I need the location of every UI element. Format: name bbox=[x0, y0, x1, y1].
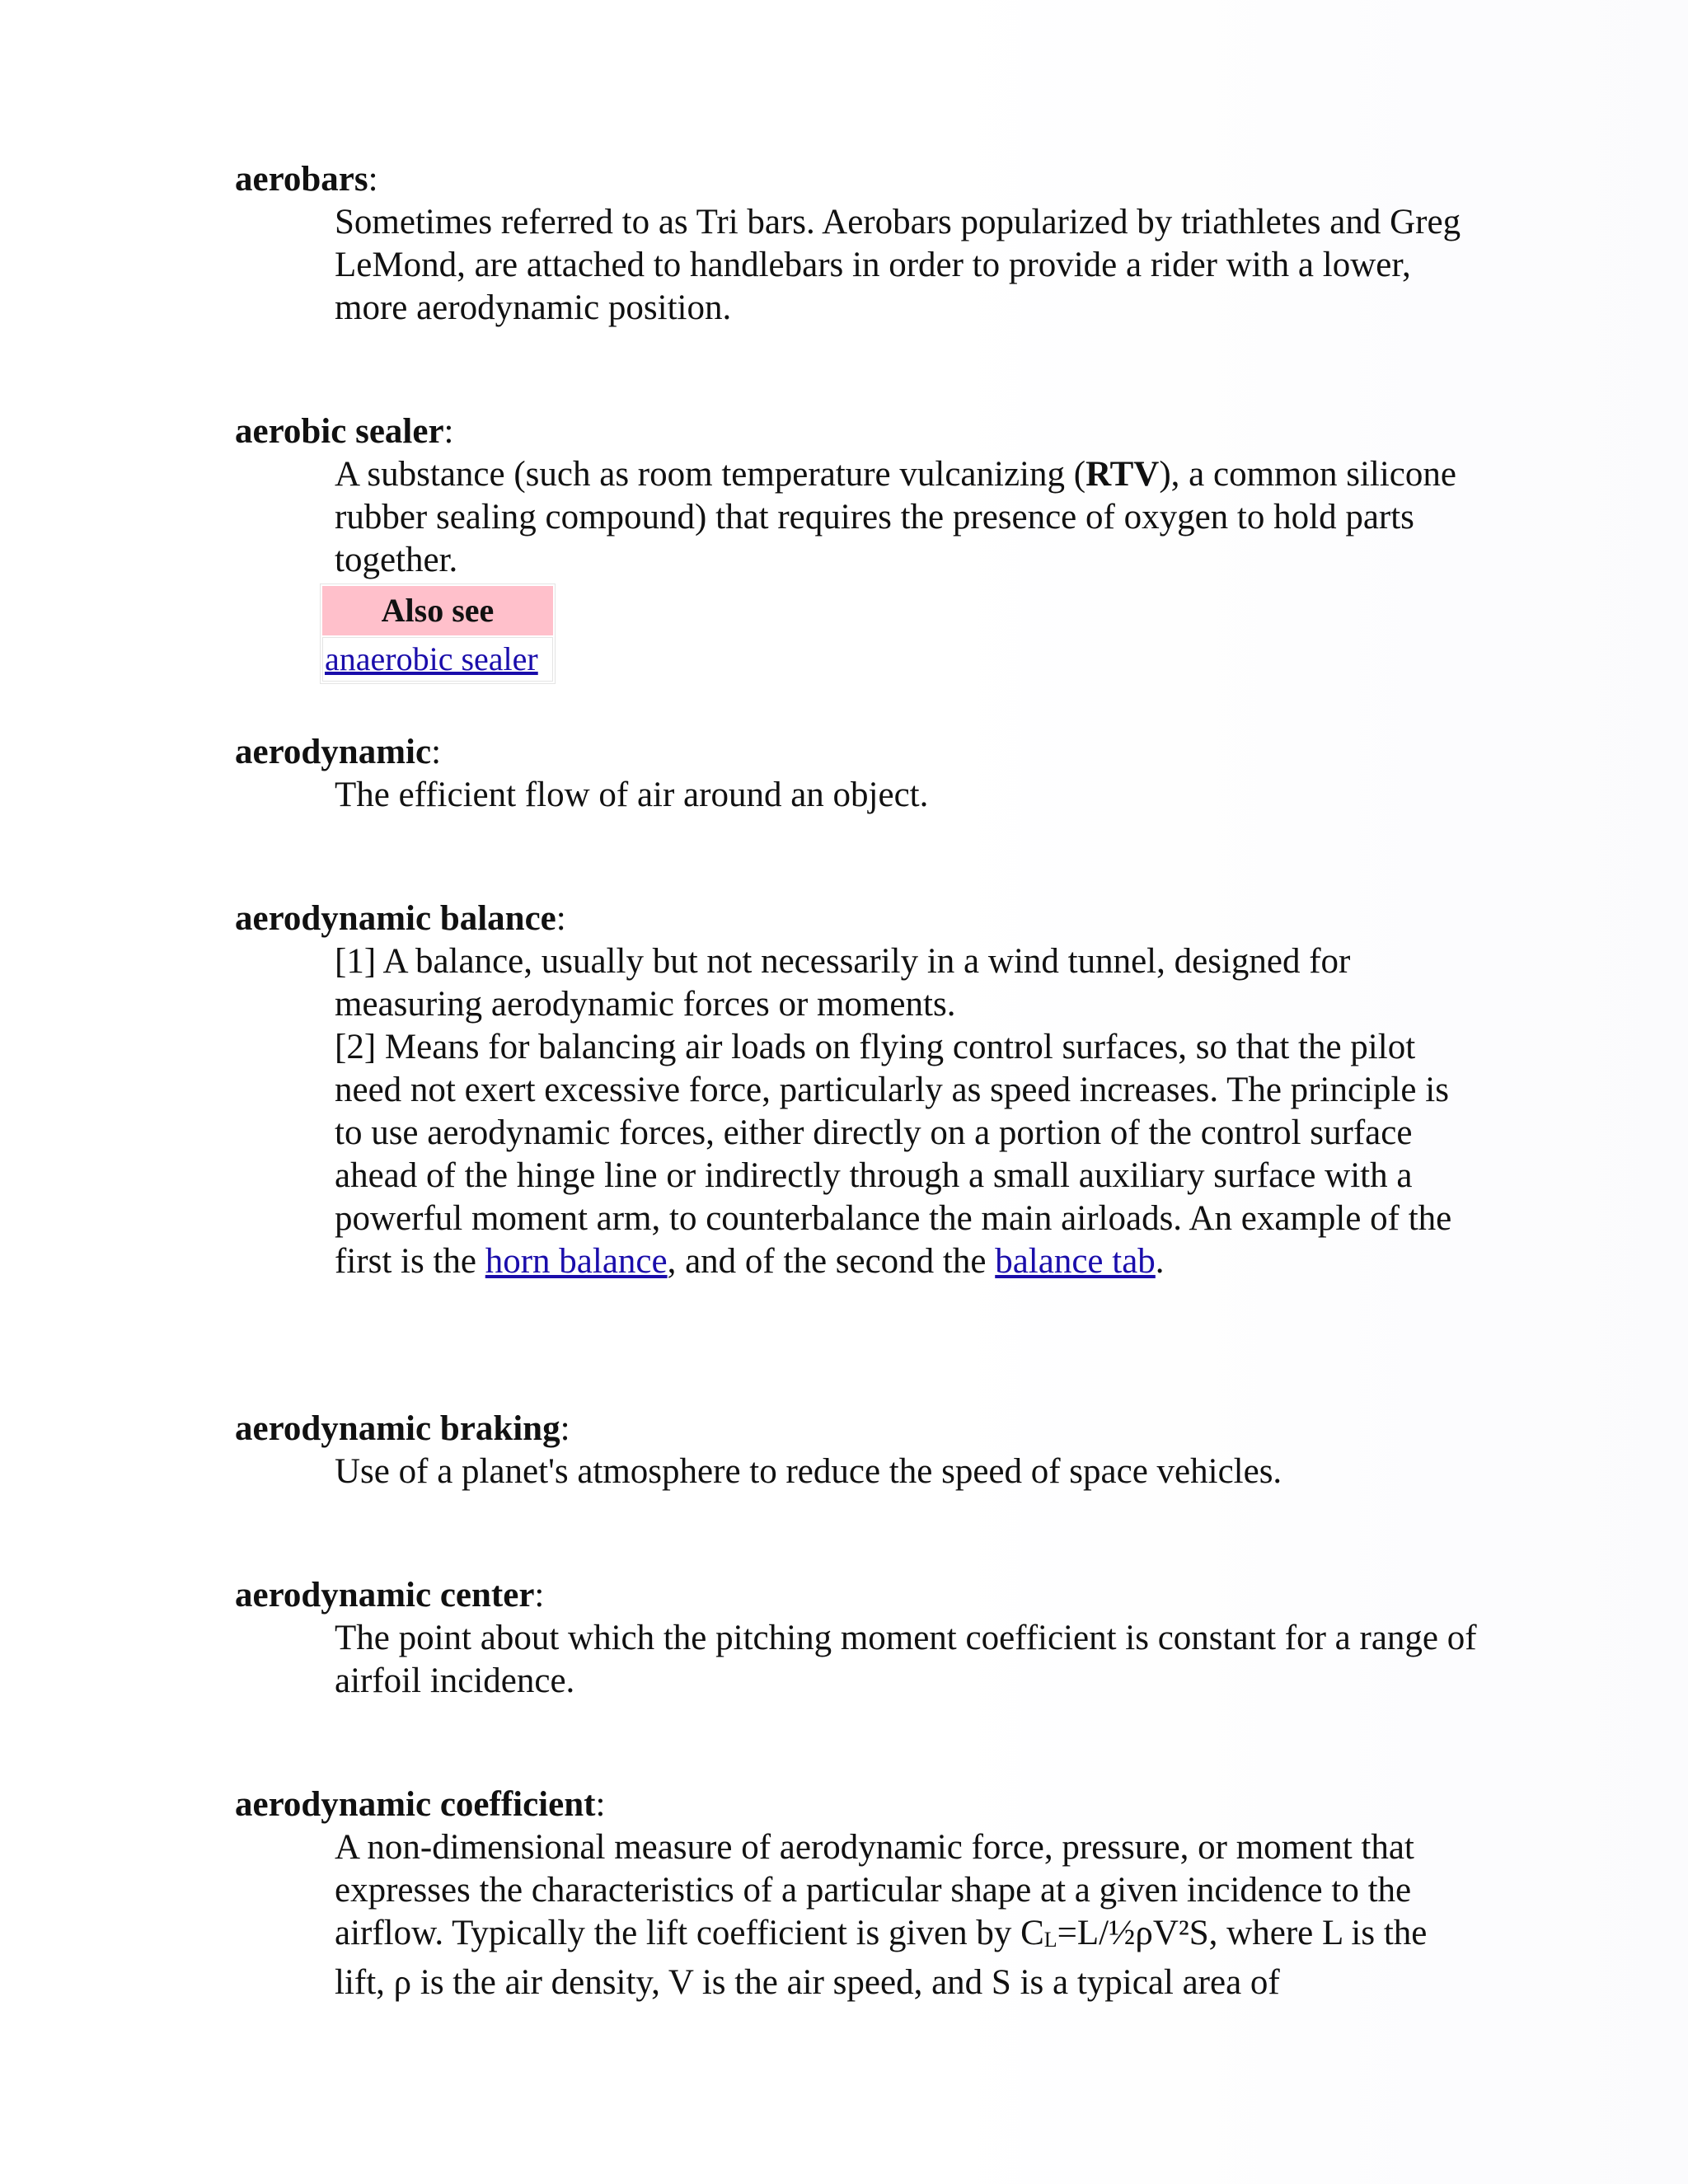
definition-text-mid: , and of the second the bbox=[667, 1242, 996, 1281]
definition-sense-2 bbox=[335, 1026, 1479, 1283]
definition bbox=[335, 201, 1479, 330]
term-heading bbox=[235, 158, 1479, 201]
term-heading bbox=[235, 1408, 1479, 1451]
definition bbox=[335, 1451, 1479, 1493]
term-text: aerodynamic center bbox=[235, 1576, 535, 1615]
also-see-cell bbox=[322, 637, 553, 682]
definition bbox=[335, 774, 1479, 817]
definition bbox=[335, 1617, 1479, 1703]
entry-aerodynamic-center bbox=[235, 1574, 1479, 1703]
term-heading bbox=[235, 410, 1479, 453]
definition-text-pre: A non-dimensional measure of aerodynamic force, pressure, or moment that expresses the characteristics of a particular shape at a given incidence to the airflow. Typically the lift coefficient is given by C bbox=[335, 1828, 1414, 1952]
definition bbox=[335, 453, 1479, 582]
definition-text: Sometimes referred to as Tri bars. Aerobars popularized by triathletes and Greg LeMond, are attached to handlebars in order to provide a rider with a lower, more aerodynamic position. bbox=[335, 203, 1461, 327]
entry-aerobars bbox=[235, 158, 1479, 330]
definition-text bbox=[335, 1826, 1479, 2004]
definition bbox=[335, 940, 1479, 1283]
entry-aerodynamic-coefficient bbox=[235, 1783, 1479, 2004]
term-colon: : bbox=[431, 733, 442, 771]
term-heading bbox=[235, 1574, 1479, 1617]
term-text: aerodynamic coefficient bbox=[235, 1785, 596, 1824]
definition-text: The point about which the pitching moment coefficient is constant for a range of airfoil incidence. bbox=[335, 1619, 1477, 1700]
term-colon: : bbox=[595, 1785, 606, 1824]
term-colon: : bbox=[443, 412, 454, 451]
term-heading bbox=[235, 731, 1479, 774]
term-colon: : bbox=[556, 899, 566, 938]
lift-subscript: L bbox=[1043, 1928, 1057, 1952]
definition-text-post: =L/½ρV²S, where L is the lift, ρ is the air density, V is the air speed, and S is a typical area of bbox=[335, 1914, 1428, 2002]
term-text: aerodynamic bbox=[235, 733, 432, 771]
also-see-table bbox=[320, 583, 556, 684]
entry-aerodynamic bbox=[235, 731, 1479, 817]
entry-aerodynamic-braking bbox=[235, 1408, 1479, 1493]
term-text: aerodynamic balance bbox=[235, 899, 556, 938]
term-colon: : bbox=[534, 1576, 545, 1615]
term-text: aerodynamic braking bbox=[235, 1409, 560, 1448]
term-heading bbox=[235, 898, 1479, 940]
balance-tab-link[interactable]: balance tab bbox=[995, 1242, 1156, 1281]
also-see-header: Also see bbox=[322, 586, 553, 635]
definition-text-post: ), a common silicone rubber sealing compound) that requires the presence of oxygen to hold parts together. bbox=[335, 455, 1456, 579]
definition-text: Use of a planet's atmosphere to reduce the speed of space vehicles. bbox=[335, 1452, 1282, 1491]
definition bbox=[335, 1826, 1479, 2004]
entry-aerobic-sealer bbox=[235, 410, 1479, 684]
entry-aerodynamic-balance bbox=[235, 898, 1479, 1283]
term-heading bbox=[235, 1783, 1479, 1826]
term-colon: : bbox=[368, 160, 378, 199]
term-colon: : bbox=[560, 1409, 570, 1448]
anaerobic-sealer-link[interactable]: anaerobic sealer bbox=[325, 640, 538, 677]
definition-text-pre: [2] Means for balancing air loads on flying control surfaces, so that the pilot need not exert excessive force, particularly as speed increases. The principle is to use aerodynamic forces, either directly on a portion of the control surface ahead of the hinge line or indirectly through a small auxiliary surface with a powerful moment arm, to counterbalance the main airloads. An example of the first is the bbox=[335, 1028, 1452, 1281]
definition-text: The efficient flow of air around an object. bbox=[335, 776, 929, 814]
definition-text bbox=[335, 453, 1479, 582]
definition-abbrev: RTV bbox=[1085, 455, 1160, 494]
horn-balance-link[interactable]: horn balance bbox=[485, 1242, 668, 1281]
definition-sense-1: [1] A balance, usually but not necessarily in a wind tunnel, designed for measuring aerodynamic forces or moments. bbox=[335, 942, 1351, 1024]
definition-text-pre: A substance (such as room temperature vulcanizing ( bbox=[335, 455, 1086, 494]
definition-text-post: . bbox=[1155, 1242, 1165, 1281]
term-text: aerobic sealer bbox=[235, 412, 444, 451]
term-text: aerobars bbox=[235, 160, 368, 199]
